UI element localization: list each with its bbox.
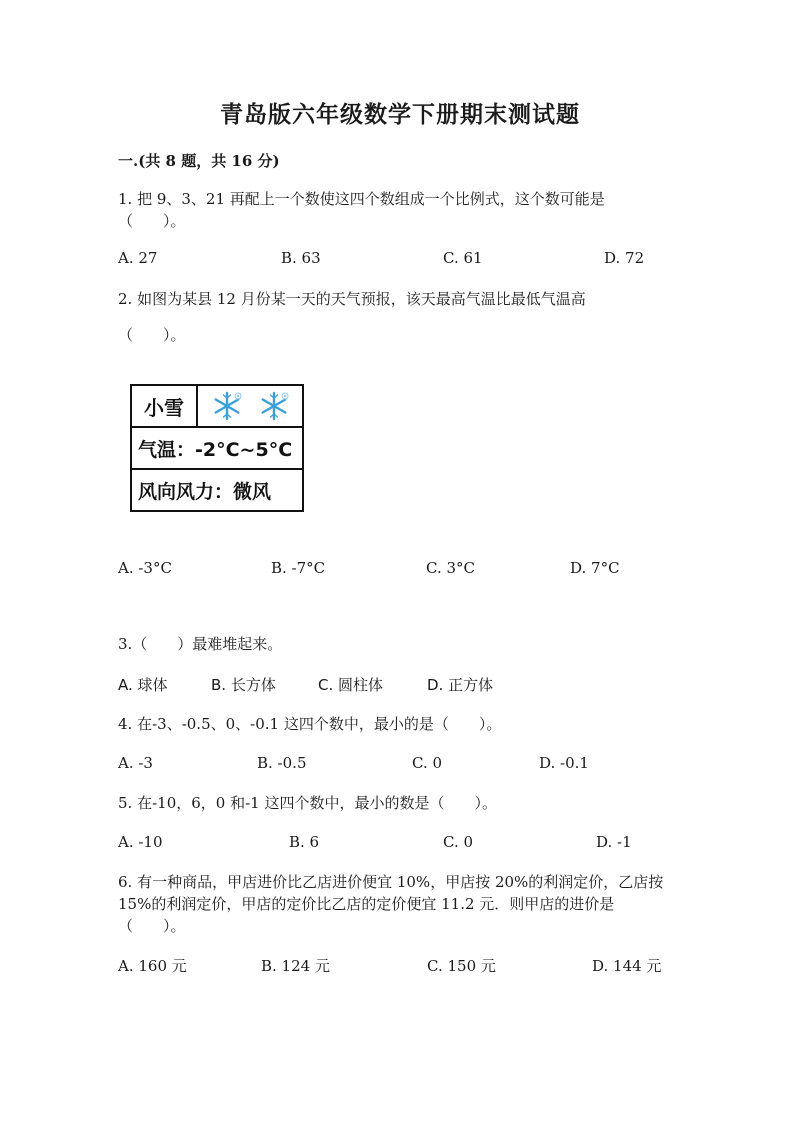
section-heading: 一.(共 8 题，共 16 分) xyxy=(118,152,280,170)
option-b[interactable]: B. 63 xyxy=(281,249,321,267)
weather-row-wind xyxy=(132,470,302,510)
snowflake-icon xyxy=(211,389,245,423)
option-d[interactable]: D. 72 xyxy=(604,249,645,267)
question-4-options xyxy=(118,754,718,776)
question-text-line: （ ）。 xyxy=(118,326,186,344)
question-text-line: 5. 在-10，6，0 和-1 这四个数中，最小的数是（ ）。 xyxy=(118,794,497,812)
option-b[interactable]: B. -0.5 xyxy=(257,754,307,772)
option-a[interactable]: A. -3°C xyxy=(118,559,172,577)
option-d[interactable]: D. 7°C xyxy=(570,559,620,577)
question-1-options xyxy=(118,249,718,271)
option-d[interactable]: D. -0.1 xyxy=(539,754,589,772)
question-text-line: （ ）。 xyxy=(118,212,186,230)
option-a[interactable]: A. -10 xyxy=(118,833,163,851)
question-6 xyxy=(118,871,663,937)
option-c[interactable]: C. 0 xyxy=(412,754,443,772)
question-2 xyxy=(118,288,586,346)
weather-wind: 风向风力：微风 xyxy=(138,480,272,503)
page-title: 青岛版六年级数学下册期末测试题 xyxy=(220,101,580,128)
question-text-line: 15%的利润定价，甲店的定价比乙店的定价便宜 11.2 元．则甲店的进价是 xyxy=(118,895,615,913)
option-c[interactable]: C. 3°C xyxy=(426,559,475,577)
option-b[interactable]: B. 6 xyxy=(289,833,320,851)
weather-row-condition xyxy=(132,386,302,428)
option-c[interactable]: C. 0 xyxy=(443,833,474,851)
option-b[interactable]: B. -7°C xyxy=(271,559,326,577)
question-3 xyxy=(118,633,282,655)
option-c[interactable]: C. 61 xyxy=(443,249,483,267)
weather-forecast-card xyxy=(130,384,304,512)
question-6-options xyxy=(118,955,718,977)
question-text-line: 3.（ ）最难堆起来。 xyxy=(118,635,283,653)
question-text-line: 4. 在-3、-0.5、0、-0.1 这四个数中，最小的是（ ）。 xyxy=(118,715,502,733)
snowflake-icon xyxy=(258,389,292,423)
option-a[interactable]: A. 球体 xyxy=(118,676,168,694)
option-a[interactable]: A. 27 xyxy=(118,249,158,267)
question-3-options xyxy=(118,674,718,696)
option-d[interactable]: D. 144 元 xyxy=(592,957,662,975)
question-text-line: 6. 有一种商品，甲店进价比乙店进价便宜 10%，甲店按 20%的利润定价，乙店按 xyxy=(118,873,664,891)
option-b[interactable]: B. 长方体 xyxy=(211,676,276,694)
weather-icons xyxy=(200,386,302,426)
question-1 xyxy=(118,188,605,232)
option-a[interactable]: A. 160 元 xyxy=(118,957,187,975)
option-d[interactable]: D. 正方体 xyxy=(427,676,494,694)
question-text-line: （ ）。 xyxy=(118,917,186,935)
question-5-options xyxy=(118,833,718,855)
option-d[interactable]: D. -1 xyxy=(596,833,632,851)
option-c[interactable]: C. 圆柱体 xyxy=(318,676,384,694)
option-a[interactable]: A. -3 xyxy=(118,754,153,772)
option-b[interactable]: B. 124 元 xyxy=(261,957,330,975)
option-c[interactable]: C. 150 元 xyxy=(427,957,496,975)
weather-temperature: 气温：-2°C~5°C xyxy=(138,438,293,461)
question-5 xyxy=(118,792,497,814)
question-2-options xyxy=(118,559,718,581)
question-text-line: 1. 把 9、3、21 再配上一个数使这四个数组成一个比例式，这个数可能是 xyxy=(118,190,605,208)
question-4 xyxy=(118,713,501,735)
weather-row-temperature xyxy=(132,428,302,470)
question-text-line: 2. 如图为某县 12 月份某一天的天气预报，该天最高气温比最低气温高 xyxy=(118,290,586,308)
weather-condition: 小雪 xyxy=(132,386,198,426)
